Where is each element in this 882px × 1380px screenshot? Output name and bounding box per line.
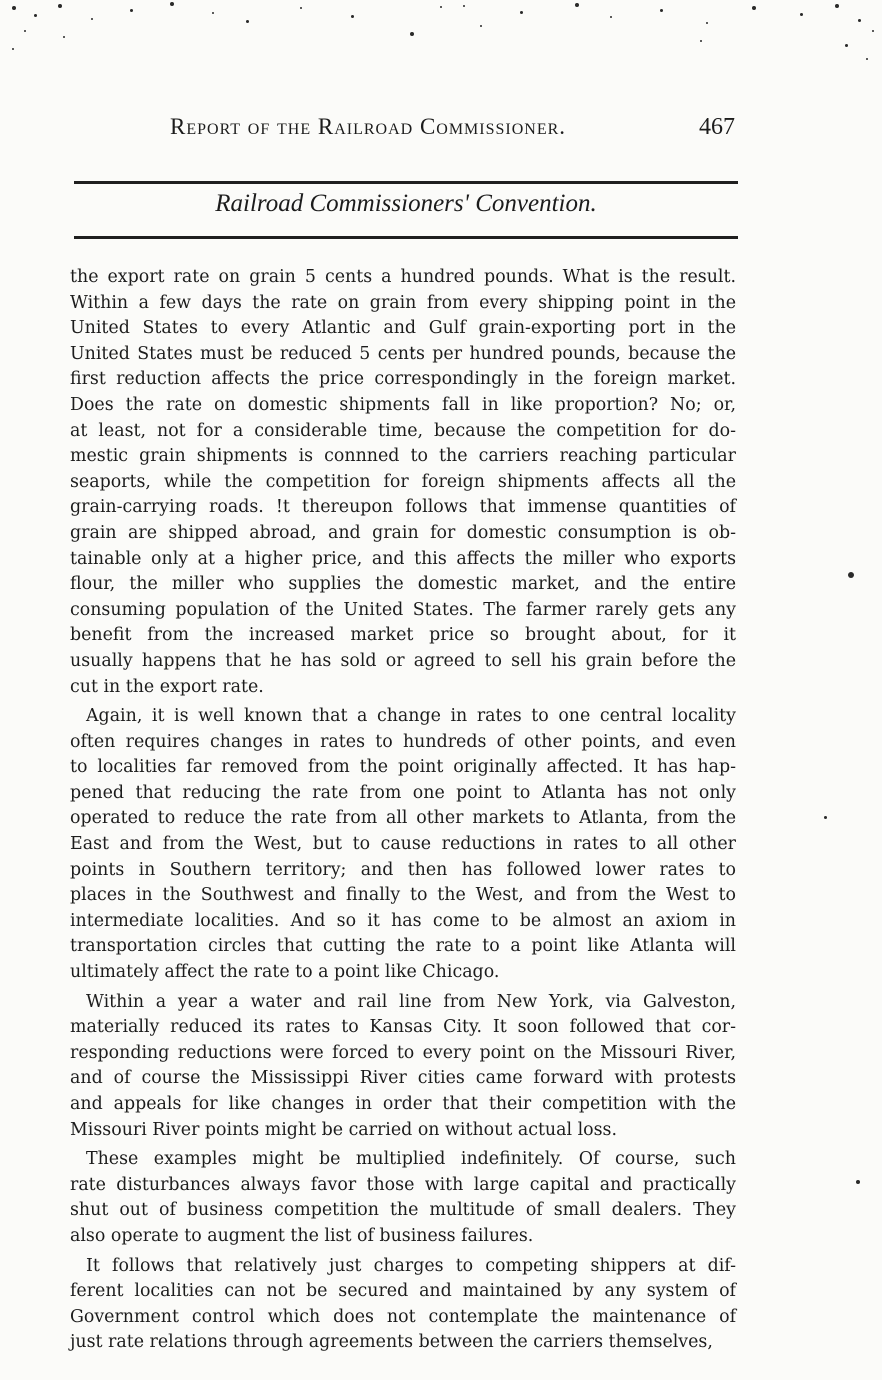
text-line: Missouri River points might be carried on without actual loss. [70,1119,617,1140]
speckle [63,36,65,38]
text-line: places in the Southwest and finally to the West, and from the West to [70,885,736,906]
text-line: grain-carrying roads. !t thereupon follows that immense quantities of [70,497,736,518]
text-line: Again, it is well known that a change in rates to one central locality [86,706,736,727]
text-line: and appeals for like changes in order that their competition with the [70,1094,736,1114]
running-header [170,112,735,146]
section-title: Railroad Commissioners' Convention. [215,190,597,217]
text-line: benefit from the increased market price so brought about, for it [70,625,736,646]
speckle [12,6,16,10]
speckle [706,22,708,24]
speckle [410,32,414,36]
text-line: rate disturbances always favor those with large capital and practically [70,1174,736,1195]
text-line: transportation circles that cutting the rate to a point like Atlanta will [70,936,736,957]
text-line: flour, the miller who supplies the domestic market, and the entire [70,574,736,595]
text-line: It follows that relatively just charges to competing shippers at dif- [86,1255,736,1276]
speckle [246,20,249,23]
text-line: East and from the West, but to cause reductions in rates to all other [70,834,736,855]
speckle [463,5,465,7]
text-line: also operate to augment the list of business failures. [70,1225,534,1246]
text-line: tainable only at a higher price, and this affects the miller who exports [70,548,736,569]
text-line: cut in the export rate. [70,676,264,697]
text-line: Within a year a water and rail line from New York, via Galveston, [86,991,736,1012]
header-rule-bottom [74,236,738,239]
speckle [848,572,854,578]
speckle [300,7,302,9]
header-rule-top [74,181,738,184]
text-line: mestic grain shipments is connned to the carriers reaching particular [70,446,736,467]
text-line: ferent localities can not be secured and maintained by any system of [70,1281,736,1302]
speckle [856,1180,860,1184]
page-number: 467 [699,114,735,140]
text-line: seaports, while the competition for foreign shipments affects all the [70,471,736,492]
paragraph [70,265,736,700]
speckle [91,18,93,20]
speckle [858,19,861,22]
speckle [872,30,874,32]
text-line: shut out of business competition the multitude of small dealers. They [70,1200,736,1221]
text-line: at least, not for a considerable time, because the competition for do- [70,420,736,441]
text-line: These examples might be multiplied indefinitely. Of course, such [86,1149,736,1170]
speckle [824,816,827,819]
running-title: Report of the Railroad Commissioner. [170,114,567,139]
speckle [58,4,62,8]
text-line: grain are shipped abroad, and grain for domestic consumption is ob- [70,522,736,543]
text-line: just rate relations through agreements between the carriers themselves, [70,1332,713,1353]
text-line: United States must be reduced 5 cents per hundred pounds, because the [70,343,736,364]
text-line: the export rate on grain 5 cents a hundred pounds. What is the result. [70,267,736,287]
text-line: Within a few days the rate on grain from every shipping point in the [70,292,736,313]
text-line: materially reduced its rates to Kansas City. It soon followed that cor- [70,1017,736,1038]
speckle [520,11,523,14]
speckle [700,40,702,42]
body-text [70,265,736,1360]
speckle [660,9,663,12]
speckle [24,30,26,32]
speckle [752,6,756,10]
speckle [800,13,803,16]
text-line: Does the rate on domestic shipments fall in like proportion? No; or, [70,394,736,415]
speckle [610,16,612,18]
speckle [34,14,37,17]
text-line: United States to every Atlantic and Gulf grain-exporting port in the [70,318,736,339]
text-line: intermediate localities. And so it has come to be almost an axiom in [70,910,736,931]
speckle [12,48,14,50]
text-line: points in Southern territory; and then has followed lower rates to [70,859,736,880]
paragraph [70,1254,736,1356]
text-line: usually happens that he has sold or agreed to sell his grain before the [70,650,736,671]
paragraph [70,1147,736,1249]
text-line: Government control which does not contemplate the maintenance of [70,1306,736,1327]
text-line: operated to reduce the rate from all other markets to Atlanta, from the [70,808,736,829]
paragraph [70,990,736,1144]
speckle [212,12,214,14]
text-line: responding reductions were forced to every point on the Missouri River, [70,1042,736,1063]
text-line: first reduction affects the price correspondingly in the foreign market. [70,369,736,390]
text-line: consuming population of the United States. The farmer rarely gets any [70,599,736,620]
text-line: pened that reducing the rate from one point to Atlanta has not only [70,782,736,803]
paragraph [70,704,736,986]
speckle [845,44,848,47]
text-line: ultimately affect the rate to a point like Chicago. [70,962,500,983]
speckle [480,25,482,27]
speckle [130,9,133,12]
speckle [170,2,174,6]
speckle [440,6,442,8]
text-line: often requires changes in rates to hundreds of other points, and even [70,731,736,752]
speckle [866,58,868,60]
speckle [835,4,839,8]
text-line: to localities far removed from the point originally affected. It has hap- [70,757,736,778]
speckle [351,15,354,18]
text-line: and of course the Mississippi River cities came forward with protests [70,1068,736,1089]
speckle [575,3,579,7]
